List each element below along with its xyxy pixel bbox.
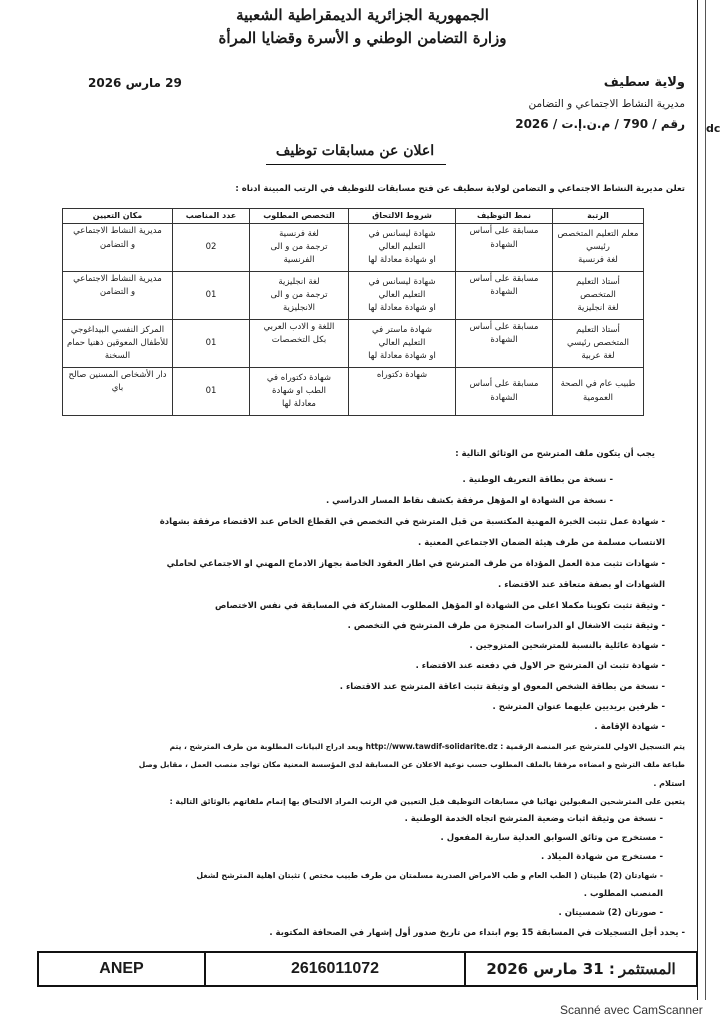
list-item: الشهادات او بصفة متعاقد عند الاقتضاء . <box>498 580 665 590</box>
header-place: مكان التعيين <box>63 209 173 224</box>
list-item: - مستخرج من وثائق السوابق العدلية سارية المفعول . <box>440 833 663 843</box>
header-mode: نمط التوظيف <box>456 209 553 224</box>
announcement-intro: تعلن مديرية النشاط الاجتماعي و التضامن لولاية سطيف عن فتح مسابقات للتوظيف في الرتب المبينة ادناه : <box>235 184 685 194</box>
list-item: - نسخة من بطاقة التعريف الوطنية . <box>462 475 613 485</box>
cell-rank: طبيب عام في الصحة العمومية <box>553 368 644 416</box>
cell-specialty: لغة فرنسية ترجمة من و الى الفرنسية <box>250 224 349 272</box>
cell-rank: أستاذ التعليم المتخصص رئيسي لغة عربية <box>553 320 644 368</box>
cell-place: المركز النفسي البيداغوجي للأطفال المعوقين ذهنيا حمام السخنة <box>63 320 173 368</box>
cell-specialty: لغة انجليزية ترجمة من و الى الانجليزية <box>250 272 349 320</box>
page-edge-line-outer <box>705 0 706 1000</box>
header-conditions: شروط الالتحاق <box>349 209 456 224</box>
registration-line-3: استلام . <box>653 779 685 788</box>
cell-count: 01 <box>173 272 250 320</box>
cell-conditions: شهادة ليسانس في التعليم العالي او شهادة معادلة لها <box>349 224 456 272</box>
list-item: - نسخة من وثيقة اثبات وضعية المترشح اتجاه الخدمة الوطنية . <box>404 814 663 824</box>
cell-conditions: شهادة ليسانس في التعليم العالي او شهادة معادلة لها <box>349 272 456 320</box>
header-specialty: التخصص المطلوب <box>250 209 349 224</box>
list-item: المنصب المطلوب . <box>583 889 663 899</box>
list-item: - شهادات تثبت مدة العمل المؤداة من طرف المترشح في اطار العقود الخاصة بجهاز الادماج المهني او الاجتماعي لحاملي <box>166 559 665 569</box>
list-item: - نسخة من الشهادة او المؤهل مرفقة بكشف نقاط المسار الدراسي . <box>325 496 613 506</box>
cell-rank: معلم التعليم المتخصص رئيسي لغة فرنسية <box>553 224 644 272</box>
newspaper-name: المستثمر <box>618 960 676 978</box>
margin-mark: dc <box>706 122 721 135</box>
cell-conditions: شهادة ماستر في التعليم العالي او شهادة معادلة لها <box>349 320 456 368</box>
ministry-header: وزارة التضامن الوطني و الأسرة وقضايا المرأة <box>218 29 507 47</box>
page-edge-line <box>697 0 698 1000</box>
registration-line-2: طباعة ملف الترشح و امضاءه مرفقا بالملف المطلوب حسب نوعية الاعلان عن المسابقة لدى المؤسسة المعنية مكان تواجد منصب العمل ، مقابل وصل <box>138 760 685 769</box>
list-item: - وثيقة تثبت الاشغال او الدراسات المنجزة من طرف المترشح في التخصص . <box>347 621 665 631</box>
list-item: - شهادة الإقامة . <box>594 722 665 732</box>
document-date: 29 مارس 2026 <box>88 76 182 90</box>
cell-specialty: شهادة دكتوراه في الطب او شهادة معادلة لها <box>250 368 349 416</box>
wilaya-name: ولاية سطيف <box>603 75 685 90</box>
footer-box <box>37 951 698 987</box>
cell-count: 01 <box>173 368 250 416</box>
cell-place: دار الأشخاص المسنين صالح باي <box>63 368 173 416</box>
cell-mode: مسابقة على أساس الشهادة <box>456 320 553 368</box>
cell-rank: أستاذ التعليم المتخصص لغة انجليزية <box>553 272 644 320</box>
announcement-title: اعلان عن مسابقات توظيف <box>275 143 435 159</box>
registration-line-1: يتم التسجيل الاولي للمترشح عبر المنصة الرقمية : http://www.tawdif-solidarite.dz ويعد ادراج البيانات المطلوبة من طرف المترشح ، يتم <box>169 742 685 751</box>
list-item: - شهادة تثبت ان المترشح حر الاول في دفعته عند الاقتضاء . <box>415 661 665 671</box>
cell-conditions: شهادة دكتوراه <box>349 368 456 416</box>
cell-specialty: اللغة و الادب العربي بكل التخصصات <box>250 320 349 368</box>
newspaper-publication <box>466 953 696 985</box>
cell-place: مديرية النشاط الاجتماعي و التضامن <box>63 272 173 320</box>
final-docs-list <box>45 0 685 950</box>
cell-place: مديرية النشاط الاجتماعي و التضامن <box>63 224 173 272</box>
republic-header: الجمهورية الجزائرية الديمقراطية الشعبية <box>236 6 489 24</box>
scanner-watermark: Scanné avec CamScanner <box>560 1003 703 1017</box>
list-item: الانتساب مسلمة من طرف هيئة الضمان الاجتماعي المعنية . <box>418 538 665 548</box>
cell-mode: مسابقة على أساس الشهادة <box>456 272 553 320</box>
final-docs-intro: يتعين على المترشحين المقبولين نهائيا في مسابقات التوظيف قبل التعيين في الرتب المراد الالتحاق بها إتمام ملفاتهم بالوثائق التالية : <box>169 797 685 806</box>
agency-label: ANEP <box>99 960 144 977</box>
list-item: - شهادتان (2) طبيتان ( الطب العام و طب الامراض الصدرية مسلمتان من طرف طبيب مختص ) تثبتان اهلية المترشح لشغل <box>196 871 663 880</box>
documents-intro: يجب أن يتكون ملف المترشح من الوثائق التالية : <box>455 449 655 459</box>
cell-mode: مسابقة على أساس الشهادة <box>456 224 553 272</box>
cell-mode: مسابقة على أساس الشهادة <box>456 368 553 416</box>
list-item: - نسخة من بطاقة الشخص المعوق او وثيقة تثبت اعاقة المترشح عند الاقتضاء . <box>339 682 665 692</box>
footer-code: 2616011072 <box>290 960 380 977</box>
cell-count: 01 <box>173 320 250 368</box>
cell-count: 02 <box>173 224 250 272</box>
list-item: - شهادة عمل تثبت الخبرة المهنية المكتسبة من قبل المترشح في التخصص في القطاع الخاص عند الاقتضاء مرفقة بشهادة <box>159 517 665 527</box>
list-item: - صورتان (2) شمسيتان . <box>558 908 663 918</box>
deadline-note: - يحدد أجل التسجيلات في المسابقة 15 يوم ابتداء من تاريخ صدور أول إشهار في الصحافة المكتوبة . <box>269 928 685 938</box>
publication-date: : 31 مارس 2026 <box>486 960 615 978</box>
header-count: عدد المناصب <box>173 209 250 224</box>
reference-number: رقم / 790 / م.ن.إ.ت / 2026 <box>515 117 685 131</box>
list-item: - وثيقة تثبت تكوينا مكملا اعلى من الشهادة او المؤهل المطلوب المشاركة في المسابقة في نفس الاختصاص <box>214 601 665 611</box>
list-item: - ظرفين بريديين عليهما عنوان المترشح . <box>492 702 665 712</box>
directorate-name: مديرية النشاط الاجتماعي و التضامن <box>528 98 685 110</box>
header-rank: الرتبة <box>553 209 644 224</box>
list-item: - مستخرج من شهادة الميلاد . <box>540 852 663 862</box>
list-item: - شهادة عائلية بالنسبة للمترشحين المتزوجين . <box>469 641 665 651</box>
